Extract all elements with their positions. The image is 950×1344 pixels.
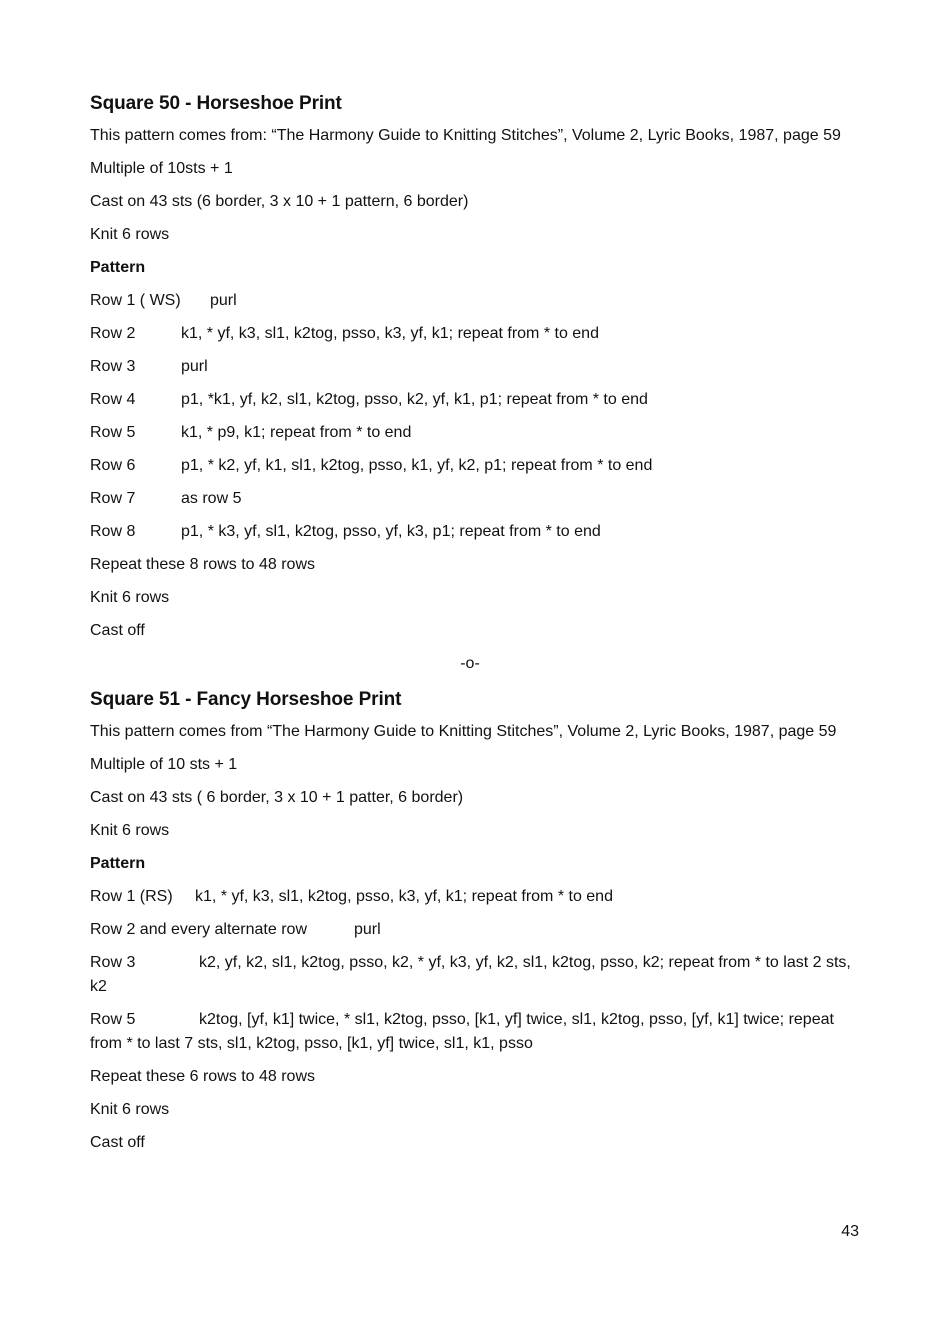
square-51-row-3 (90, 951, 860, 999)
page-number: 43 (841, 1223, 859, 1240)
row-label: Row 1 ( WS) (90, 292, 181, 309)
square-50-row-4 (90, 388, 860, 412)
square-50-multiple: Multiple of 10sts + 1 (90, 160, 233, 177)
row-instruction: k2tog, [yf, k1] twice, * sl1, k2tog, psso, [k1, yf] twice, sl1, k2tog, psso, [yf, k1] twice; repeat from * to last 7 sts, sl1, k2tog, psso, [k1, yf] twice, sl1, k1, psso (90, 1011, 834, 1052)
square-50-pattern-label: Pattern (90, 259, 146, 276)
row-instruction: p1, * k2, yf, k1, sl1, k2tog, psso, k1, yf, k2, p1; repeat from * to end (181, 457, 653, 474)
row-label: Row 3 (90, 954, 136, 971)
square-50-knit-end: Knit 6 rows (90, 589, 170, 606)
square-50-row-5 (90, 421, 860, 445)
square-51-cast-on: Cast on 43 sts ( 6 border, 3 x 10 + 1 patter, 6 border) (90, 789, 464, 806)
square-51-cast-off: Cast off (90, 1134, 145, 1151)
row-instruction: k1, * yf, k3, sl1, k2tog, psso, k3, yf, k1; repeat from * to end (181, 325, 599, 342)
row-label: Row 5 (90, 424, 136, 441)
row-instruction: purl (181, 358, 208, 375)
square-50-row-1 (90, 289, 860, 313)
row-instruction: k1, * yf, k3, sl1, k2tog, psso, k3, yf, k1; repeat from * to end (195, 888, 613, 905)
square-50-cast-on: Cast on 43 sts (6 border, 3 x 10 + 1 pattern, 6 border) (90, 193, 469, 210)
row-label: Row 2 and every alternate row (90, 921, 307, 938)
square-51-source: This pattern comes from “The Harmony Guide to Knitting Stitches”, Volume 2, Lyric Books, 1987, page 59 (90, 723, 837, 740)
row-label: Row 8 (90, 523, 136, 540)
square-51-title: Square 51 - Fancy Horseshoe Print (90, 689, 402, 710)
row-instruction: purl (354, 921, 381, 938)
square-50-title: Square 50 - Horseshoe Print (90, 93, 342, 114)
row-label: Row 4 (90, 391, 136, 408)
row-instruction: purl (210, 292, 237, 309)
square-51-knit-start: Knit 6 rows (90, 822, 170, 839)
row-label: Row 1 (RS) (90, 888, 173, 905)
square-50-row-8 (90, 520, 860, 544)
row-label: Row 2 (90, 325, 136, 342)
square-50-knit-start: Knit 6 rows (90, 226, 170, 243)
square-51-multiple: Multiple of 10 sts + 1 (90, 756, 238, 773)
page-content (90, 90, 860, 1164)
square-50-source: This pattern comes from: “The Harmony Guide to Knitting Stitches”, Volume 2, Lyric Books, 1987, page 59 (90, 127, 841, 144)
square-51-repeat: Repeat these 6 rows to 48 rows (90, 1068, 316, 1085)
row-instruction: k2, yf, k2, sl1, k2tog, psso, k2, * yf, k3, yf, k2, sl1, k2tog, psso, k2; repeat from * to last 2 sts, k2 (90, 954, 851, 995)
row-instruction: as row 5 (181, 490, 242, 507)
square-50-row-7 (90, 487, 860, 511)
row-label: Row 7 (90, 490, 136, 507)
square-51-row-5 (90, 1008, 860, 1056)
square-50-row-3 (90, 355, 860, 379)
square-51-row-2 (90, 918, 860, 942)
section-divider: -o- (460, 655, 480, 672)
row-instruction: k1, * p9, k1; repeat from * to end (181, 424, 412, 441)
square-50-repeat: Repeat these 8 rows to 48 rows (90, 556, 316, 573)
square-51-knit-end: Knit 6 rows (90, 1101, 170, 1118)
square-50-cast-off: Cast off (90, 622, 145, 639)
square-50-row-2 (90, 322, 860, 346)
square-51-pattern-label: Pattern (90, 855, 146, 872)
row-instruction: p1, * k3, yf, sl1, k2tog, psso, yf, k3, p1; repeat from * to end (181, 523, 601, 540)
row-label: Row 3 (90, 358, 136, 375)
square-50-row-6 (90, 454, 860, 478)
row-label: Row 6 (90, 457, 136, 474)
row-label: Row 5 (90, 1011, 136, 1028)
square-51-row-1 (90, 885, 860, 909)
row-instruction: p1, *k1, yf, k2, sl1, k2tog, psso, k2, yf, k1, p1; repeat from * to end (181, 391, 648, 408)
